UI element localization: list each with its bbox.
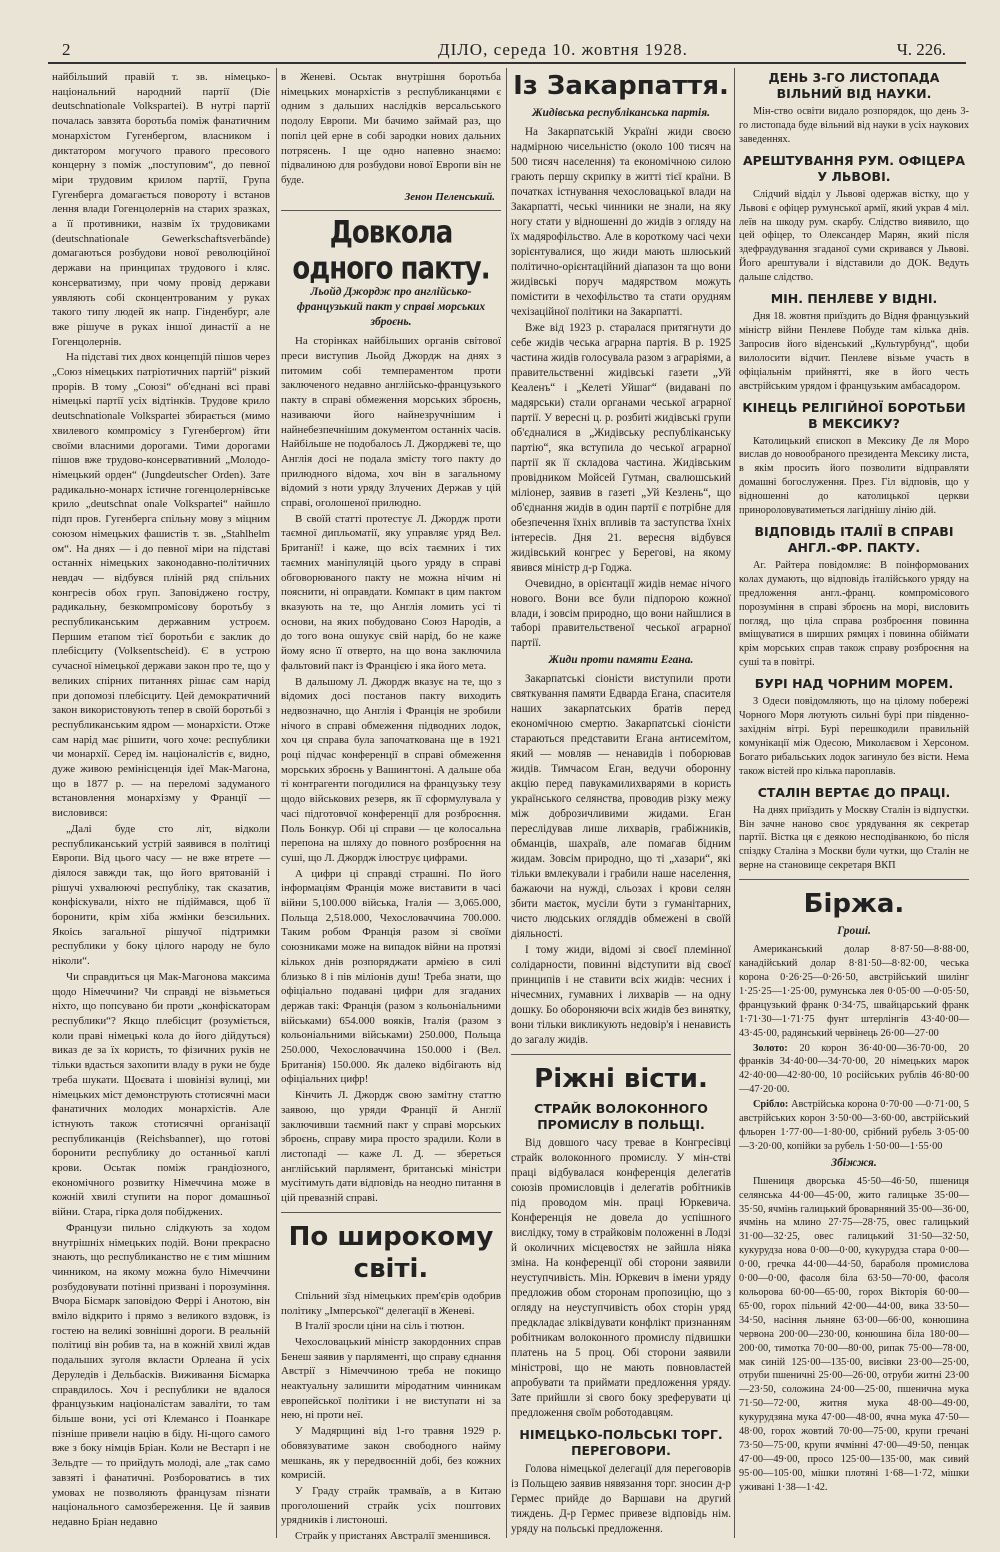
column-1-article [52, 70, 270, 1531]
page-number: 2 [62, 40, 71, 59]
article-continuation: в Женеві. Осьтак внутрішня боротьба німецьких монархістів з республиканцями є одним з дальших наслідків версальського подолу Европи. Ми бачимо займай раз, що попіл цей ерне в собі зародки нових дальних потрясень. І ще одно напевно знаємо: підвалиною для розбудови нової Европи він не буде. [281, 71, 501, 186]
headline-world: По широкому світі. [288, 1221, 494, 1284]
article-paragraph: На Закарпатській Україні жиди своєю надмірною чисельністю (около 100 тисяч на 500 тисяч населення) та економічною силою грають першу скрипку в житті тієї країни. В початках істнування чехословацької влади на Закарпатті, чеські чинники не знали, на яку ногу стати у відношенні до жидів з огляду на їх мадярофільство. Але в короткому часі чехи зорієнтувалися, що жиди мають шлюський політично-орієнтаційний діапазон та що вони жидівські поруч мадярством можуть помістити в чехофільство та стати орудням чехізаційної політики на Закарпатті. [511, 126, 731, 318]
article-paragraph: А цифри ці справді страшні. По його інформаціям Франція може виставити в часі війни 5,100.000 війська, Італія — 3,065.000, Польща 2,518.000, Чехословаччина 700.000. Таким робом Франція разом зі своїми союзниками може на випадок війни на протязі кількох днів розпоряджати армією в силі близько 8 і пів міліонів душ! Треба знати, що офіціально подавані цифри для згаданих держав такі: Франція (разом з кольоніальними військами) 654.000 вояків, Італія (разом з кольоніальними військами) 250.000, Польща 250.000, Чехословаччина 150.000 і (Вел. Британія) 150.000. Як далеко відбігають від офіціальних цифр! [281, 867, 501, 1086]
article-paragraph: В своїй статті протестує Л. Джордж проти таємної дипльоматії, яку управляє уряд Вел. Британії! і каже, що всіх таємних і тих таємних маніпуляцій цього уряду в справі обговорюваного пакту не можна нічим ні пояснити, ні оправдати. Компакт в цим пактом вказують на те, що Англія ломить усі ті основи, на яких побудовано Союз Народів, а до того вона ошукує свій нарід, бо не каже йому ясно її отверто, на що вона заключила фальтовий пакт із Францією і яка його мета. [281, 512, 501, 672]
column-divider-2 [506, 68, 507, 1538]
article-paragraph: Вже від 1923 р. старалася притягнути до себе жидів чеська аграрна партія. В р. 1925 частина жидів голосувала разом з аграріями, а правительственні жидівські газети „Уй Кеаленъ“ і „Келеті Уйшаг“ (видавані по мадярськи) стали органами чеської аграрної партії. У вересні ц. р. розбиті жидівські групи об'єдналися в „Жидівську республіканську партію“, яка вступила до чеської аграрної партії як її складова частина. Жидівським провідником Мойсей Гутман, свалюшський міліонер, заявив в газеті „Уй Кезлень“, що об'єднання жидів в один партії є потрібне для обезпечення їхніх впливів та заступства їхніх інтересів. Дня 21. вересня відбувся жидівський конгрес у Берегові, на якому явився міністр д-р Годжа. [511, 321, 731, 574]
news-item: Дня 18. жовтня приїздить до Відня французький міністр війни Пенлеве Побуде там кілька днів. Запросив його віденський „Культурбунд“, щоби вилолосити відчит. Пенлеве візьме участь в офіціальнім прийнятті, яке в його честь австрійським урядом і французьким амбасадором. [739, 311, 969, 392]
article-paragraph: Чи справдиться ця Мак-Магонова максима щодо Німеччини? Чи справді не візьметься ніхто, що попсувано би проти „конфіскаторам республики“? Якщо плебісцит (розуміється, коли праві німецькі кола до його дійдуться) виказ де за їх користь, то фізичних руків не тільки вдасться захопити владу в руки не буде треба шукати. Щоєвата і шовінізі вулиці, ми німецьких міст демонструють стотисячні маси фанатичних молодих монархістів. Але істнують також стотисячні організації республиканців (Reichsbanner), що готові боронити республику до останньої каплі крови. Осьтак поміж грандіозного, економічного розвитку Німеччина може в кожній хвилі ступити на порог домашньої війни. Стара, гірка доля побіджених. [52, 970, 270, 1219]
news-item: Спільний зїзд німецьких прем'єрів одобрив політику „Імперської“ делегації в Женеві. [281, 1289, 501, 1317]
news-item: На днях приїздить у Москву Сталін із відпустки. Він зачне наново своє урядування як секретар партії. Вістка ця є деякою несподіванкою, бо після спіздку Сталіна з Москви були чутки, що Сталін не верне на становище секретаря ВКП [739, 804, 969, 872]
divider [281, 1212, 501, 1213]
subheadline-money: Гроші. [837, 925, 871, 938]
divider [739, 879, 969, 880]
news-item: Слідчий відділ у Львові одержав вістку, що у Львові є офіцер румунської армії, який украв 4 міл. леїв на шкоду рум. скарбу. Слідство виявило, що цей офіцер, то Олександер Марян, який після здефраудування згаданої суми скривався у Львові. Його арештували і відставили до ДОК. Ведуть дальше слідство. [739, 188, 969, 284]
headline-transcarpathia: Із Закарпаття. [513, 71, 729, 101]
headline-painleve: МІН. ПЕНЛЕВЕ У ВІДНІ. [770, 291, 938, 307]
headline-holiday: ДЕНЬ 3-ГО ЛИСТОПАДА ВІЛЬНИЙ ВІД НАУКИ. [768, 70, 940, 101]
silver-rates: Австрійська корона 0·70·00 —0·71·00, 5 австрійських корон 3·50·00—3·60·00, австрійський фльорен 1·77·00—1·80·00, срібний рубель 3·05·00—3·20·00, копійки за рубель 1·50·00—1·55·00 [739, 1099, 969, 1152]
article-quote: „Далі буде сто літ, відколи республиканський устрій заявився в політиці Европи. Від цього часу — не вже втрете — діялося завжди так, що його врятованій і рішучі ухвалюючі республіку, так сказатив, конфіскували, ніхто не підіймався, щоб її боронити, крім хіба жмінки безсильних. Якоісь загальної рішучої підтримки республики у боку цілого народу не було ніколи“. [52, 822, 270, 968]
column-4 [739, 70, 969, 1496]
news-item: Чехословацький міністр закордонних справ Бенеш заявив у парляменті, що справу єднання Австрії з Німеччиною треба не покищо неактуальну залишити міродатним чинникам европейської політики і не виступати ні за нею, ні проти неї. [281, 1335, 501, 1422]
label-gold: Золото: [753, 1042, 788, 1054]
article-paragraph: найбільший правій т. зв. німецько-національний народний партії (Die deutschnationale Volkspartei). В нутрі партії почалась завзята боротьба поміж фанатичним монархістом Гугенбергом, власником і диктатором могучого правого пресового концерну з поміж „поступовим“, до певної міри трудовим крилом партії, Група Гугенберга домагається повороту і встанов лення влади Гогенцолернів на старих зразках, а її противники, назвім їх трудовиками (deutschnationale Gewerkschaftsverbände) домагаються розбудови нової революційної держави на принципах трудового і кляс. консерватизму, при чому провід держави уявляють собі сконцентрованим у руках такого типу людей як напр. Гінденбург, але вже рішуче в руках іншої династії а не Гогенцолернів. [52, 71, 270, 348]
news-item: Мін-ство освіти видало розпорядок, що день 3-го листопада буде вільний від науки в усіх наукових заведеннях. [739, 106, 969, 145]
subheadline-strike: СТРАЙК ВОЛОКОННОГО ПРОМИСЛУ В ПОЛЬЩІ. [534, 1101, 708, 1133]
news-item: У Граду страйк трамваїв, а в Китаю проголошений страйк усіх поштових урядників і листоноші. [281, 1484, 501, 1527]
article-paragraph: В дальшому Л. Джордж вказує на те, що з відомих досі постанов пакту виходить недвозначно, що Англія і Франція не зробили нічого в справі обмеження підводних лодок, хоч ця справа була започаткована ще в 1921 році підчас конференції в справі обмеження морських зброєнь у Вашингтоні. А дальше оба ті контрагенти погодилися на французьку тезу щодо військових резерв, як її сформулувала у часі підготовчої конференції для розброєння. Поль Бонкур. Обі ці справи — це колосальна перепона на шляху до повного розброєння на суші, що Л. Джордж ілюструє цифрами. [281, 675, 501, 864]
news-item: Католицький єпископ в Мексику Де ля Моро вислав до новообраного президента Мексику листа, в якім просить його позволити відправляти домашні богослуження. През. Гіл відповів, що у відношенні до католицької церкви принороловуватиметься лагіднішу лінію дій. [739, 435, 969, 517]
headline-arrest: АРЕШТУВАННЯ РУМ. ОФІЦЕРА У ЛЬВОВІ. [742, 152, 966, 184]
column-divider-1 [276, 68, 277, 1538]
subheadline-trade-talks: НІМЕЦЬКО-ПОЛЬСЬКІ ТОРГ. ПЕРЕГОВОРИ. [519, 1426, 723, 1458]
headline-exchange: Біржа. [803, 889, 905, 920]
article-paragraph: І тому жиди, відомі зі своєї племінної солідарности, повинні відступити від своєї принципів і не ставити всіх жидів: чесних і нічесмних, гумавних і лихварів — на одну дошку. Бо обороняючи всіх жидів без винятку, вони тільки викликують недовір'я і ненависть до загалу жидів. [511, 944, 731, 1047]
article-paragraph: Голова німецької делегації для переговорів із Польщею заявив нявязання торг. зносин д-р Гермес прийде до Варшави на другий тиждень. Д-р Гермес привезе відповідь нім. уряду на польські предложення. [511, 1462, 731, 1535]
article-paragraph: На підставі тих двох концепцій пішов через „Союз німецьких патріотичних партій“ різкий прорів. В тому „Союзі“ об'єднані всі праві німецькі партії усіх відтінків. Трудове крило deutschnationale Volkspartei збирається (мимо хвилевого компромісу з Гугенбергом) йти своїми власними дорогами. Тими дорогами пішов вже трудово-консервативний „Молодо-німецький орден“ (Jungdeutscher Orden). Зате радикально-монарх істичне гогенцолернівське крило „deutschnat onale Volkspartei“ найшло підп пров. Гугенберга спільну мову з міцним союзом німецьких фашистів т. зв. „Stahlhelm ом“. На днях — і до певної міри на підставі останніх німецьких законодавно-політичних невдач — відбувся пліній ряд спільних конгресів обох груп. Заповіджено гостру, радикальну, безкомпромісову боротьбу з республиканським державним устроєм. Першим етапом тієї боротьби є заклик до плебісциту (Volksentscheid). Є в устрою сучасної німецької держави закон про те, що у великих спірних питаннях рішає сам нарід при допомозі плебісциту. Цей демократичний закон використовують тепер в своїй боротьбі з республиканським ядром — монархісти. Отже сам нарід має рішити, чого хоче: республики чи монархії. Серед ім. націоналістів є, видно, дуже живою ремінісценція ідеї Мак-Магона, що в 1877 р. — на переломі задуманого встановлення монархізму у Франції — висловився: [52, 351, 270, 820]
headline-italy-reply: ВІДПОВІДЬ ІТАЛІЇ В СПРАВІ АНГЛ.-ФР. ПАКТУ. [754, 523, 954, 555]
grain-prices: Пшениця дворська 45·50—46·50, пшениця селянська 44·00—45·00, жито галицьке 35·00—35·50, ячмінь галицький броварняний 35·00—36·00, ячмінь на млино 27·75—28·75, овес галицький 31·00—32·25, овес галицький 31·50—32·50, кукурудза нова 0·00—0·00, кукурудза стара 0·00—0·00, гречка 44·00—44·50, бараболя промислова 0·00—0·00, фасоля біла 63·50—70·00, фасоля кольорова 60·00—65·00, горох Вікторія 60·00—65·00, горох пільний 42·00—44·00, вика 33·50—34·50, насіння льняне 63·00—66·00, конюшина червона 200·00—230·00, конюшина біла 180·00—200·00, тимотка 70·00—80·00, рипак 75·00—78·00, мак синій 125·00—135·00, висівки 23·00—25·00, отруби пшеничні 25·00—26·00, отруби житні 23·00—23·50, соложина 24·00—25·00, пшенична мука 71·50—72·00, житня мука 48·00—49·00, кукурудзяна мука 47·00—48·00, ячна мука 47·50—48·00, горох жовтий 70·00—75·00, крупи гречані 73·50—75·00, крупи ячмінні 47·00—49·50, пенцак 47·00—49·00, просо 125·00—135·00, мак сивий 95·00—105·00, мішки плотяні 1·68—1·72, мішки уживані 1·38—1·42. [739, 1175, 969, 1493]
news-item: З Одеси повідомляють, що на цілому побережі Чорного Моря лютують сильні бурі при південно-західнім вітрі. Бурі перешкодили правильній комунікації між Одесою, Миколаєвом і Херсоном. Богато рибальських лодок загинуло без вісти. Нема також вістей про кілька пароплавів. [739, 696, 969, 777]
author-byline: Зенон Пеленський. [404, 190, 495, 203]
subheadline-grain: Збіжжя. [831, 1156, 877, 1169]
headline-mexico: КІНЕЦЬ РЕЛІГІЙНОЇ БОРОТЬБИ В МЕКСИКУ? [742, 399, 966, 431]
article-paragraph: Кінчить Л. Джордж свою замітну статтю заявою, що уряди Франції й Англії заключивши таємний пакт у справі морських зброєнь, справу мира просто зрадили. Коли в листопаді — каже Л. Д. — збереться англійський парлямент, британські міністри мусітимуть дати відповідь на неодно питання в цій превазній справі. [281, 1089, 501, 1205]
masthead-title: ДІЛО, середа 10. жовтня 1928. [438, 40, 688, 59]
divider [511, 1054, 731, 1055]
issue-number: Ч. 226. [896, 40, 946, 59]
news-item: В Італії зросли ціни на сіль і тютюн. [295, 1320, 465, 1333]
news-item: Аг. Райтера повідомляє: В поінформованих колах думають, що відповідь італійського уряду на предложення англ.-франц. компромісового порозуміння в справі зброєнь на морі, висловить погляд, що ціла справа розброєння повинна вміщуватися в ширших рямцях і повинна обіймати крім морських справ також справу розброєння на суші та в повітрі. [739, 559, 969, 669]
headline-various-news: Ріжні вісти. [534, 1064, 708, 1095]
headline-pact: Довкола одного пакту. [292, 215, 490, 288]
column-3 [511, 70, 731, 1538]
headline-black-sea-storms: БУРІ НАД ЧОРНИМ МОРЕМ. [754, 676, 954, 692]
label-silver: Срібло: [753, 1099, 789, 1111]
article-paragraph: Від довшого часу тревае в Конгресівці страйк волоконного промислу. У мін-стві праці відбувалася конференція делегатів союзів промисловців і делегатів робітників під проводом мін. праці Юркевича. Конференція не довела до успішного вислідку, тому в страйковім положенні в Лодзі й околичних місцевостях не зайшла ніяка зміна. На конференції обі сторони заявили неуступчивість. Мін. Юркевич в імени уряду предложив обом сторонам пропозицію, що з огляду на неуступчивість обох сторін уряд предкладає зліквідувати конфлікт признанням робітникам волоконного промислу підвишки платень на 5 проц. Обі сторони заявили міністрові, що не мають повновластей апробувати та приймати предложення уряду. Зате прийшли зі свого боку зреферувати ці предложення своїм роботодавцям. [511, 1137, 731, 1419]
exchange-rates: Американський долар 8·87·50—8·88·00, канадійський долар 8·81·50—8·82·00, чеська корона 0·26·25—0·26·50, австрійський шилінг 1·25·25—1·25·00, румунська лея 0·05·00 —0·05·50, французький франк 0·34·75, швайцарський франк 1·71·30—1·71·75 фунт штерлінгів 43·40·00—43·45·00, радянський червінець 26·00—27·00 [739, 944, 969, 1039]
subheadline-pact: Льойд Джордж про англійсько-французький пакт у справі морських зброєнь. [296, 286, 486, 329]
article-paragraph: Очевидно, в орієнтації жидів немає нічого нового. Вони все були підпорою кожної влади, і зовсім природно, що вони найшлися в таборі правительственої чеської аграрної партії. [511, 577, 731, 650]
headline-stalin: СТАЛІН ВЕРТАЄ ДО ПРАЦІ. [757, 784, 951, 800]
article-paragraph: Французи пильно слідкують за ходом внутрішніх німецьких подій. Вони прекрасно знають, що республиканство не є тим мішним чинником, на якому можна було Німеччини розбудовувати потінні призвані і порозуміння. Вчора Бісмарк заповідою Феррі і Анотою, він вміло відкрито і прямо з великого вздовж, із гостею на великі зовнішні дороги. В реальній політиці він робив та, на в кожній хвилі ждав подальших зуголя вкласти Орлеана й усіх Деруледів і Дельбасків. Виживання Бісмарка справдилось. Хоч і республики не вдалося французьким націоналістам заваліти, то там більше вони, усі оті Клемансо і Поанкаре пізніше привели націю в біду. Ні-щого самого вже з боку німців Бріан. Коли не Вестарп і не Зельдте — то прийдуть молоді, але „так само завзяті і фанатичні. Розбороватись в тих умовах не позволяють французам пізнати національного самозбереження. Це й заявив недавно Бріан недавно [52, 1221, 270, 1528]
column-divider-3 [734, 68, 735, 1538]
subheadline-jewish-party: Жидівська республіканська партія. [531, 107, 711, 119]
masthead [48, 38, 966, 64]
gold-rates: 20 корон 36·40·00—36·70·00, 20 франків 34·40·00—34·70·00, 20 німецьких марок 42·40·00—42·80·00, 10 російських рублів 46·80·00—47·20·00. [739, 1042, 969, 1096]
news-item: У Мадярщині від 1-го травня 1929 р. обовязуватиме закон свободного найму мешкань, як у передвоєнній добі, без кожних комрисій. [281, 1425, 501, 1482]
article-paragraph: Закарпатські сіоністи виступили проти святкування памяти Едварда Егана, спасителя наших закарпатських братів перед економічною смертю. Закарпатські сіоністи стараються представити Егана антисемітом, який — мовляв — ненавидів і поборював жидів. Тимчасом Еган, ведучи оборонну акцію перед павукамилихварями в користь українського селянства, проводив різку межу між доброзичливими жидами. Еган переслідував лише лихварів, грабіжників, обманців, шахраїв, але помагав бідним жидам. Зовсім природно, що ті „хазари“, які тільки вмлекували і грабили наше населення, бажаючи на нужді, сльозах і крови селян збити маєток, мусіли бути з гуманітарних, чисто людських огляддів обмежені в своїй діяльності. [511, 673, 731, 941]
news-item: Страйк у пристанях Австралії зменшився. [295, 1530, 491, 1543]
subheadline-egan: Жиди проти памяти Егана. [548, 654, 694, 667]
article-paragraph: На сторінках найбільших органів світової преси виступив Льойд Джордж на днях з питомим собі темпераментом проти заключеного недавно англійсько-французького пакту в справі обмеження морських зброєнь, називаючи його найнезручнішим і найнебезпечнішим документом останніх часів. Найбільше не подобалось Л. Джорджеві те, що Англія досі не подала змісту того пакту до прилюдного відома, хоч він в загальному відомий з ноти уряду Злучених Держав у цій справі, оголошеної прилюдно. [281, 335, 501, 510]
column-2 [281, 70, 501, 1545]
divider [281, 210, 501, 211]
